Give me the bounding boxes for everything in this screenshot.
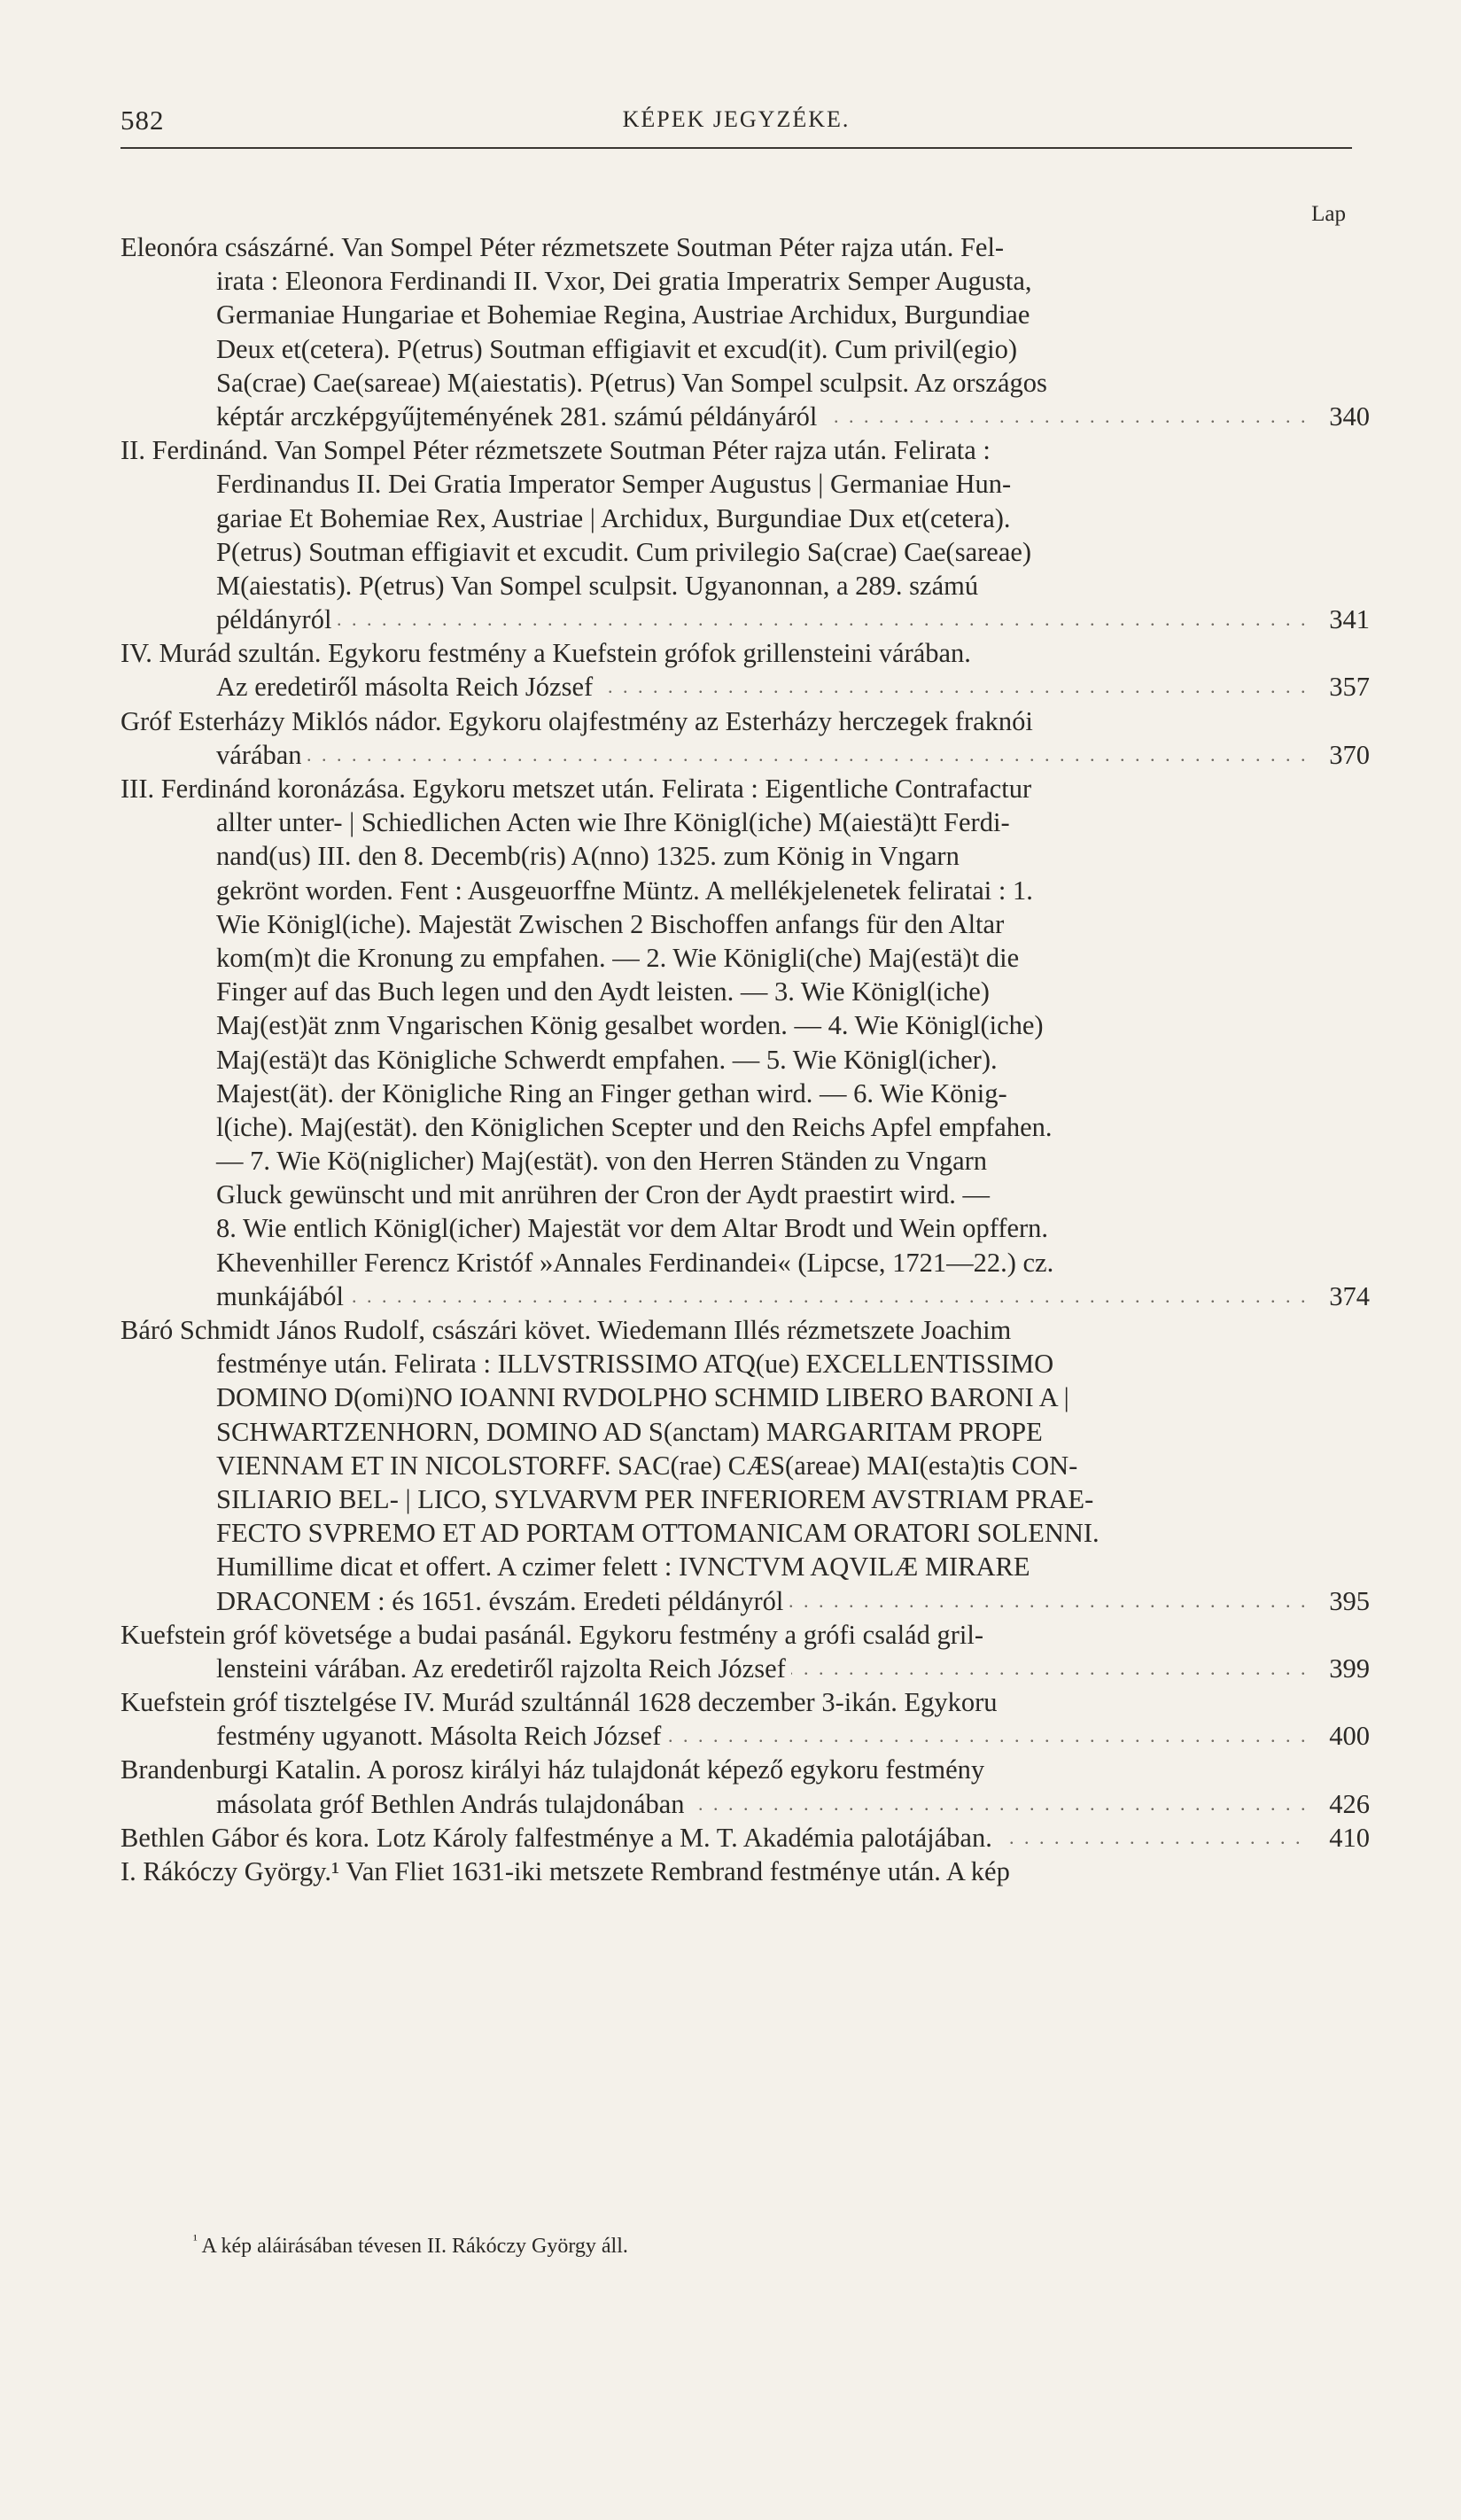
- entry-line-text: Sa(crae) Cae(sareae) M(aiestatis). P(etrus) Van Sompel sculpsit. Az országos: [216, 367, 1047, 398]
- entry-line: [120, 400, 1370, 433]
- list-item: [120, 1753, 1370, 1820]
- entry-page-number: 341: [1329, 604, 1370, 635]
- entry-line-text: Maj(estä)t das Königliche Schwerdt empfahen. — 5. Wie Königl(icher).: [216, 1044, 998, 1075]
- entry-line-text: IV. Murád szultán. Egykoru festmény a Kuefstein grófok grillensteini várában.: [120, 638, 971, 669]
- entry-list: [120, 230, 1370, 1888]
- entry-page-number: 400: [1329, 1721, 1370, 1752]
- entry-line: [120, 603, 1370, 636]
- entry-line: [120, 1550, 1308, 1583]
- entry-line: [120, 230, 1308, 264]
- entry-line-text: lensteini várában. Az eredetiről rajzolta Reich József: [216, 1653, 791, 1684]
- page-column-heading: Lap: [1311, 202, 1346, 226]
- entry-line-text: Majest(ät). der Königliche Ring an Finger gethan wird. — 6. Wie König-: [216, 1077, 1007, 1108]
- entry-line: [120, 502, 1308, 535]
- entry-line: [120, 1178, 1308, 1211]
- running-title: KÉPEK JEGYZÉKE.: [622, 106, 851, 132]
- entry-line-text: Kuefstein gróf követsége a budai pasánál. Egykoru festmény a grófi család gril-: [120, 1619, 983, 1650]
- entry-line-text: Eleonóra császárné. Van Sompel Péter rézmetszete Soutman Péter rajza után. Fel-: [120, 232, 1005, 262]
- list-item: [120, 772, 1370, 1313]
- list-item: [120, 1855, 1370, 1888]
- entry-line-text: SILIARIO BEL- | LICO, SYLVARVM PER INFERIOREM AVSTRIAM PRAE-: [216, 1483, 1094, 1514]
- entry-page-number: 395: [1329, 1585, 1370, 1616]
- entry-line-text: Khevenhiller Ferencz Kristóf »Annales Ferdinandei« (Lipcse, 1721—22.) cz.: [216, 1247, 1054, 1278]
- entry-line: [120, 907, 1308, 941]
- entry-line-text: Maj(est)ät znm Vngarischen König gesalbet worden. — 4. Wie Königl(iche): [216, 1010, 1044, 1041]
- entry-line-text: Humillime dicat et offert. A czimer felett : IVNCTVM AQVILÆ MIRARE: [216, 1552, 1030, 1583]
- entry-line: [120, 1211, 1308, 1245]
- entry-line: [120, 1821, 1370, 1855]
- footnote-text: A kép aláirásában tévesen II. Rákóczy György áll.: [201, 2235, 628, 2258]
- list-item: [120, 433, 1370, 636]
- entry-line: [120, 1787, 1370, 1821]
- entry-line: [120, 1482, 1308, 1516]
- entry-line-text: 8. Wie entlich Königl(icher) Majestät vor dem Altar Brodt und Wein opffern.: [216, 1213, 1049, 1244]
- entry-line: [120, 636, 1308, 670]
- entry-line: [120, 1719, 1370, 1753]
- list-item: [120, 1618, 1370, 1685]
- entry-page-number: 370: [1329, 739, 1370, 770]
- entry-line: [120, 535, 1308, 569]
- entry-line: [120, 704, 1308, 738]
- entry-line-text: Wie Königl(iche). Majestät Zwischen 2 Bischoffen anfangs für den Altar: [216, 908, 1005, 939]
- entry-line-text: Az eredetiről másolta Reich József: [216, 672, 598, 702]
- entry-line: [120, 1685, 1308, 1719]
- entry-line-text: Deux et(cetera). P(etrus) Soutman effigiavit et excud(it). Cum privil(egio): [216, 333, 1017, 364]
- entry-line: [120, 1347, 1308, 1381]
- entry-line: [120, 1415, 1308, 1449]
- entry-line: [120, 805, 1308, 839]
- entry-line-text: Kuefstein gróf tisztelgése IV. Murád szultánnál 1628 deczember 3-ikán. Egykoru: [120, 1687, 998, 1718]
- entry-line-text: SCHWARTZENHORN, DOMINO AD S(anctam) MARGARITAM PROPE: [216, 1416, 1043, 1447]
- entry-page-number: 410: [1329, 1822, 1370, 1853]
- entry-line: [120, 839, 1308, 873]
- header-rule: [120, 147, 1352, 149]
- entry-line: [120, 264, 1308, 298]
- entry-line: [120, 1144, 1308, 1178]
- entry-line: [120, 298, 1308, 331]
- entry-line-text: Gluck gewünscht und mit anrühren der Cron der Aydt praestirt wird. —: [216, 1179, 991, 1210]
- entry-line-text: Bethlen Gábor és kora. Lotz Károly falfestménye a M. T. Akadémia palotájában.: [120, 1823, 998, 1853]
- entry-line: [120, 874, 1308, 907]
- entry-line-text: Brandenburgi Katalin. A porosz királyi ház tulajdonát képező egykoru festmény: [120, 1754, 985, 1785]
- entry-line: [120, 1110, 1308, 1144]
- entry-line-text: gariae Et Bohemiae Rex, Austriae | Archidux, Burgundiae Dux et(cetera).: [216, 502, 1011, 533]
- entry-line: [120, 772, 1308, 805]
- entry-line-text: DOMINO D(omi)NO IOANNI RVDOLPHO SCHMID LIBERO BARONI A |: [216, 1382, 1069, 1413]
- entry-line: [120, 941, 1308, 975]
- entry-line: [120, 1855, 1308, 1888]
- entry-line: [120, 1043, 1308, 1077]
- entry-line: [120, 670, 1370, 704]
- footnote-marker: ¹: [193, 2233, 198, 2248]
- list-item: [120, 636, 1370, 704]
- entry-page-number: 357: [1329, 672, 1370, 703]
- entry-line-text: M(aiestatis). P(etrus) Van Sompel sculpsit. Ugyanonnan, a 289. számú: [216, 570, 979, 601]
- entry-line-text: Finger auf das Buch legen und den Aydt leisten. — 3. Wie Königl(iche): [216, 976, 990, 1007]
- entry-line-text: II. Ferdinánd. Van Sompel Péter rézmetszete Soutman Péter rajza után. Felirata :: [120, 435, 991, 466]
- entry-line-text: Ferdinandus II. Dei Gratia Imperator Semper Augustus | Germaniae Hun-: [216, 469, 1012, 500]
- entry-line: [120, 1077, 1308, 1110]
- entry-page-number: 426: [1329, 1788, 1370, 1819]
- entry-line-text: Germaniae Hungariae et Bohemiae Regina, Austriae Archidux, Burgundiae: [216, 299, 1030, 331]
- entry-line-text: III. Ferdinánd koronázása. Egykoru metszet után. Felirata : Eigentliche Contrafactur: [120, 774, 1032, 804]
- entry-line: [120, 1381, 1308, 1414]
- entry-line: [120, 1246, 1308, 1279]
- entry-line-text: Báró Schmidt János Rudolf, császári követ. Wiedemann Illés rézmetszete Joachim: [120, 1315, 1012, 1345]
- list-item: [120, 704, 1370, 772]
- entry-line-text: Gróf Esterházy Miklós nádor. Egykoru olajfestmény az Esterházy herczegek fraknói: [120, 705, 1033, 736]
- entry-line-text: festménye után. Felirata : ILLVSTRISSIMO ATQ(ue) EXCELLENTISSIMO: [216, 1349, 1054, 1380]
- entry-line: [120, 1618, 1308, 1652]
- entry-line-text: I. Rákóczy György.¹ Van Fliet 1631-iki metszete Rembrand festménye után. A kép: [120, 1856, 1010, 1886]
- entry-page-number: 374: [1329, 1280, 1370, 1311]
- entry-line: [120, 1516, 1308, 1550]
- entry-page-number: 340: [1329, 401, 1370, 432]
- entry-line-text: FECTO SVPREMO ET AD PORTAM OTTOMANICAM ORATORI SOLENNI.: [216, 1518, 1100, 1549]
- entry-line-text: P(etrus) Soutman effigiavit et excudit. Cum privilegio Sa(crae) Cae(sareae): [216, 536, 1032, 567]
- entry-line: [120, 433, 1308, 467]
- entry-line: [120, 1008, 1308, 1042]
- list-item: [120, 1313, 1370, 1618]
- entry-line-text: — 7. Wie Kö(niglicher) Maj(estät). von den Herren Ständen zu Vngarn: [216, 1146, 988, 1177]
- entry-line-text: gekrönt worden. Fent : Ausgeuorffne Müntz. A mellékjelenetek feliratai : 1.: [216, 875, 1033, 906]
- entry-line: [120, 975, 1308, 1008]
- list-item: [120, 230, 1370, 433]
- entry-page-number: 399: [1329, 1653, 1370, 1684]
- entry-line-text: munkájából: [216, 1281, 349, 1311]
- list-item: [120, 1821, 1370, 1855]
- entry-line: [120, 332, 1308, 366]
- entry-line-text: DRACONEM : és 1651. évszám. Eredeti példányról: [216, 1586, 789, 1616]
- entry-line: [120, 1652, 1370, 1685]
- entry-line: [120, 1449, 1308, 1482]
- entry-line-text: irata : Eleonora Ferdinandi II. Vxor, Dei gratia Imperatrix Semper Augusta,: [216, 266, 1032, 297]
- footnote: [193, 2233, 628, 2259]
- entry-line: [120, 569, 1308, 603]
- entry-line: [120, 738, 1370, 772]
- entry-line: [120, 1753, 1308, 1786]
- entry-line-text: nand(us) III. den 8. Decemb(ris) A(nno) 1325. zum König in Vngarn: [216, 841, 960, 872]
- entry-line: [120, 1313, 1308, 1347]
- entry-line-text: várában: [216, 740, 307, 770]
- entry-line-text: l(iche). Maj(estät). den Königlichen Scepter und den Reichs Apfel empfahen.: [216, 1111, 1053, 1142]
- entry-line-text: kom(m)t die Kronung zu empfahen. — 2. Wie Königli(che) Maj(estä)t die: [216, 942, 1020, 973]
- entry-line: [120, 366, 1308, 400]
- entry-line: [120, 1279, 1370, 1313]
- entry-line-text: másolata gróf Bethlen András tulajdonában: [216, 1789, 690, 1819]
- entry-line-text: allter unter- | Schiedlichen Acten wie Ihre Königl(iche) M(aiestä)tt Ferdi-: [216, 807, 1010, 838]
- page-number: 582: [120, 105, 165, 136]
- entry-line-text: képtár arczképgyűjteményének 281. számú példányáról: [216, 401, 822, 432]
- entry-line-text: VIENNAM ET IN NICOLSTORFF. SAC(rae) CÆS(areae) MAI(esta)tis CON-: [216, 1450, 1078, 1481]
- entry-line: [120, 1584, 1370, 1618]
- entry-line-text: példányról: [216, 604, 337, 634]
- entry-line: [120, 467, 1308, 501]
- list-item: [120, 1685, 1370, 1753]
- entry-line-text: festmény ugyanott. Másolta Reich József: [216, 1721, 666, 1751]
